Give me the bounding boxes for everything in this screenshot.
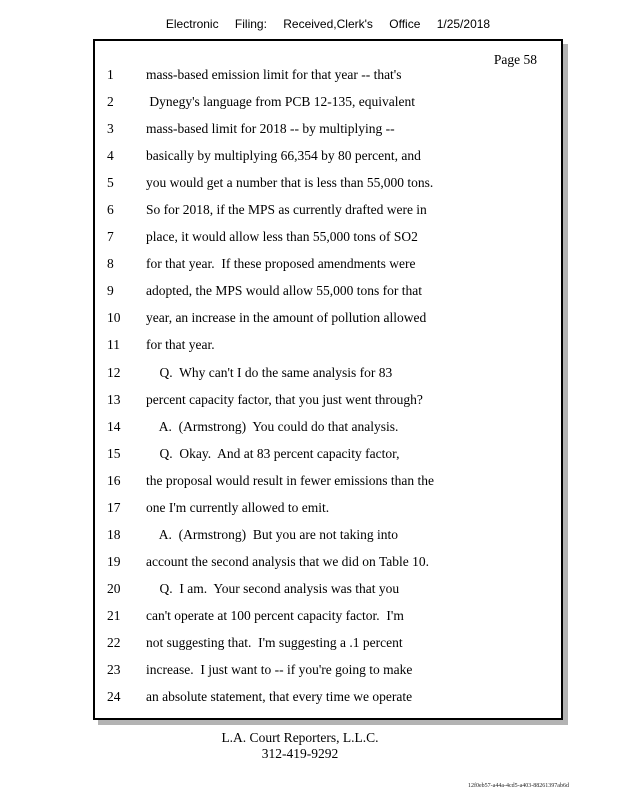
transcript-line (95, 608, 561, 635)
transcript-line (95, 310, 561, 337)
line-text: for that year. (146, 337, 215, 353)
line-text: Q. I am. Your second analysis was that you (146, 580, 400, 596)
line-text: So for 2018, if the MPS as currently drafted were in (146, 202, 427, 218)
transcript-line (95, 67, 561, 94)
line-text: can't operate at 100 percent capacity factor. I'm (146, 607, 404, 623)
transcript-line (95, 554, 561, 581)
document-id-watermark: 12f0eb57-a44a-4cd5-a403-88261397ab6d (468, 783, 569, 789)
line-text: A. (Armstrong) But you are not taking into (146, 526, 398, 542)
transcript-line (95, 256, 561, 283)
line-text: Dynegy's language from PCB 12-135, equivalent (146, 94, 416, 110)
line-text: A. (Armstrong) You could do that analysis. (146, 418, 399, 434)
electronic-filing-banner: Electronic Filing: Received,Clerk's Office 1/25/2018 (165, 17, 491, 31)
line-number: 22 (107, 634, 121, 650)
transcript-line (95, 283, 561, 310)
transcript-line (95, 229, 561, 256)
line-number: 19 (107, 553, 121, 569)
line-number: 21 (107, 607, 121, 623)
transcript-line (95, 635, 561, 662)
transcript-line (95, 365, 561, 392)
line-text: account the second analysis that we did on Table 10. (146, 553, 429, 569)
transcript-line (95, 689, 561, 716)
transcript-page (93, 39, 563, 720)
line-number: 6 (107, 202, 114, 218)
footer-phone: 312-419-9292 (261, 746, 339, 761)
line-number: 11 (107, 337, 120, 353)
line-number: 15 (107, 445, 121, 461)
transcript-line (95, 392, 561, 419)
transcript-line (95, 175, 561, 202)
line-text: not suggesting that. I'm suggesting a .1 percent (146, 634, 403, 650)
line-number: 2 (107, 94, 114, 110)
transcript-line (95, 148, 561, 175)
line-text: for that year. If these proposed amendments were (146, 256, 416, 272)
line-text: Q. Why can't I do the same analysis for 83 (146, 364, 393, 380)
line-text: adopted, the MPS would allow 55,000 tons for that (146, 283, 422, 299)
line-text: one I'm currently allowed to emit. (146, 499, 330, 515)
line-number: 10 (107, 310, 121, 326)
line-number: 9 (107, 283, 114, 299)
transcript-lines (95, 67, 561, 716)
line-text: you would get a number that is less than 55,000 tons. (146, 175, 434, 191)
line-number: 18 (107, 526, 121, 542)
footer-company: L.A. Court Reporters, L.L.C. (221, 730, 379, 745)
transcript-line (95, 121, 561, 148)
line-number: 14 (107, 418, 121, 434)
line-text: the proposal would result in fewer emissions than the (146, 472, 434, 488)
transcript-line (95, 202, 561, 229)
transcript-line (95, 500, 561, 527)
transcript-line (95, 581, 561, 608)
transcript-line (95, 337, 561, 364)
transcript-line (95, 527, 561, 554)
page-number-label: Page 58 (493, 52, 537, 67)
transcript-line (95, 419, 561, 446)
line-number: 23 (107, 662, 121, 678)
line-number: 12 (107, 364, 121, 380)
line-number: 24 (107, 689, 121, 705)
line-number: 1 (107, 67, 114, 82)
line-number: 16 (107, 472, 121, 488)
transcript-line (95, 473, 561, 500)
line-text: mass-based emission limit for that year -- that's (146, 67, 402, 82)
line-number: 3 (107, 121, 114, 137)
reporter-footer (0, 730, 600, 762)
transcript-line (95, 446, 561, 473)
line-text: year, an increase in the amount of pollution allowed (146, 310, 427, 326)
line-number: 8 (107, 256, 114, 272)
line-text: percent capacity factor, that you just went through? (146, 391, 423, 407)
line-number: 13 (107, 391, 121, 407)
line-text: an absolute statement, that every time we operate (146, 689, 413, 705)
line-number: 5 (107, 175, 114, 191)
line-text: increase. I just want to -- if you're going to make (146, 662, 413, 678)
line-text: mass-based limit for 2018 -- by multiplying -- (146, 121, 395, 137)
line-text: place, it would allow less than 55,000 tons of SO2 (146, 229, 418, 245)
line-number: 20 (107, 580, 121, 596)
line-number: 7 (107, 229, 114, 245)
transcript-line (95, 94, 561, 121)
line-number: 17 (107, 499, 121, 515)
line-text: Q. Okay. And at 83 percent capacity factor, (146, 445, 400, 461)
line-number: 4 (107, 148, 114, 164)
transcript-line (95, 662, 561, 689)
line-text: basically by multiplying 66,354 by 80 percent, and (146, 148, 421, 164)
